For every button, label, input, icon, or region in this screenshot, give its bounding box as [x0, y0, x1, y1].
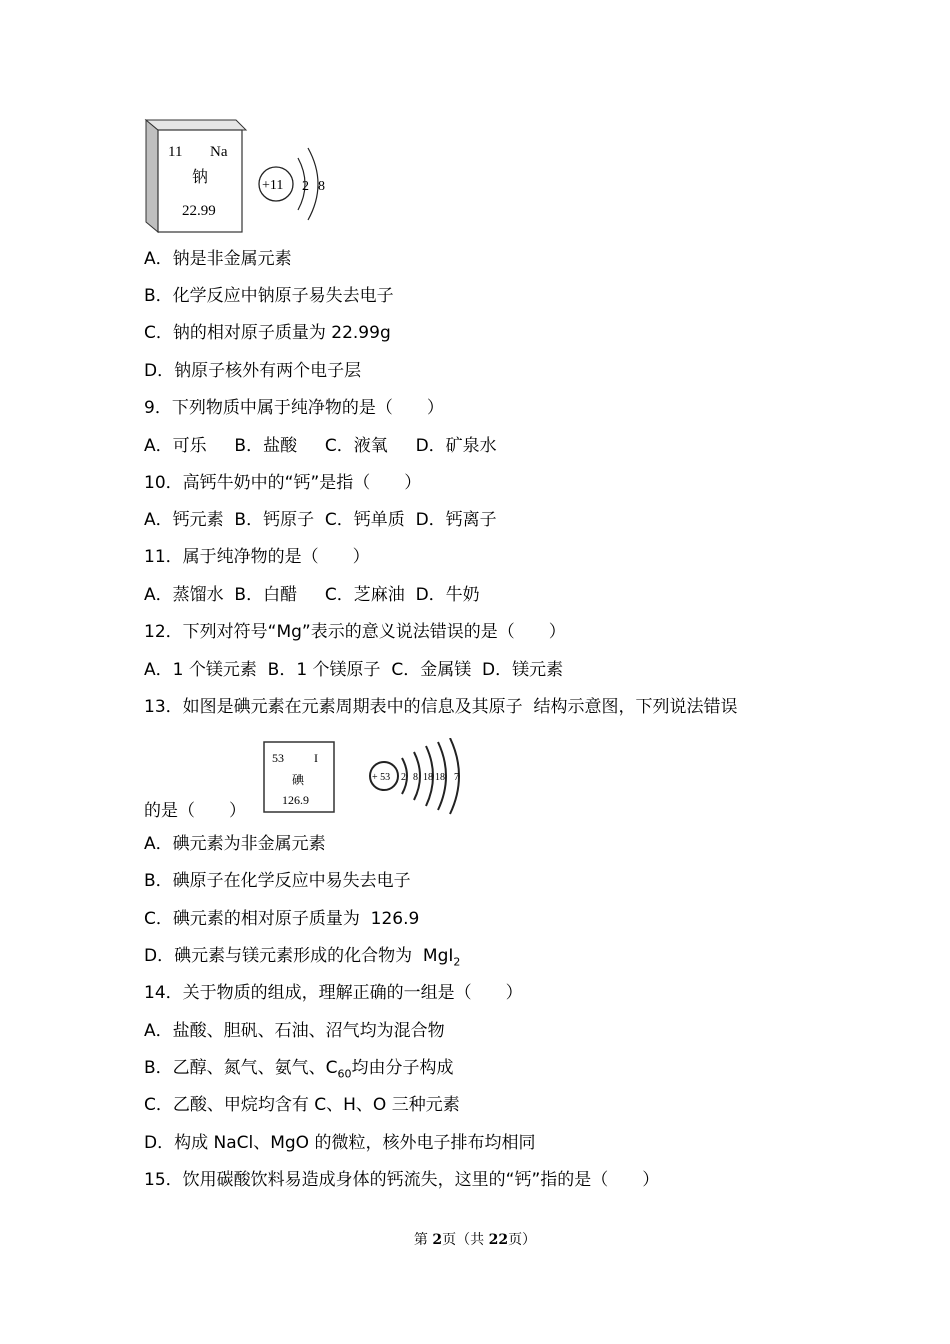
q13-option-c: C．碘元素的相对原子质量为 126.9 [144, 909, 420, 929]
q10-options: A．钙元素 B．钙原子 C．钙单质 D．钙离子 [144, 510, 497, 530]
sodium-symbol: Na [210, 144, 228, 160]
sodium-mass: 22.99 [182, 203, 216, 219]
q14-option-b [144, 1057, 454, 1085]
q8-option-a: A．钠是非金属元素 [144, 249, 292, 269]
q14-option-c: C．乙酸、甲烷均含有 C、H、O 三种元素 [144, 1095, 460, 1115]
q13-option-d-subscript: 2 [453, 955, 461, 969]
q13-question: 13．如图是碘元素在元素周期表中的信息及其原子 结构示意图，下列说法错误 [144, 697, 738, 717]
q13-option-a: A．碘元素为非金属元素 [144, 834, 326, 854]
iodine-atomic-number: 53 [272, 751, 284, 765]
iodine-shell-5: 7 [454, 772, 459, 783]
sodium-card-depth [146, 120, 158, 232]
iodine-shell-2: 8 [413, 772, 418, 783]
footer-suffix: 页） [508, 1232, 537, 1248]
iodine-symbol: I [314, 751, 318, 765]
q11-options: A．蒸馏水 B．白醋 C．芝麻油 D．牛奶 [144, 585, 480, 605]
q14-question: 14．关于物质的组成，理解正确的一组是（ ） [144, 983, 523, 1003]
q13-option-d [144, 945, 460, 973]
q10-question: 10．高钙牛奶中的“钙”是指（ ） [144, 473, 422, 493]
q8-option-d: D．钠原子核外有两个电子层 [144, 361, 362, 381]
q13-option-b: B．碘原子在化学反应中易失去电子 [144, 871, 411, 891]
sodium-element-figure [140, 116, 340, 238]
sodium-shell-2: 8 [318, 179, 325, 194]
iodine-shell-1: 2 [401, 772, 406, 783]
iodine-name: 碘 [292, 773, 305, 787]
q14-option-a: A．盐酸、胆矾、石油、沼气均为混合物 [144, 1021, 445, 1041]
q14-option-b-text: B．乙醇、氮气、氨气、C [144, 1058, 338, 1078]
page-footer [0, 1229, 950, 1249]
q9-question: 9．下列物质中属于纯净物的是（ ） [144, 398, 444, 418]
q14-option-b-subscript: 60 [337, 1067, 352, 1081]
footer-middle: 页（共 [442, 1232, 489, 1248]
sodium-card-top [146, 120, 246, 130]
q11-question: 11．属于纯净物的是（ ） [144, 547, 370, 567]
q8-option-c: C．钠的相对原子质量为 22.99g [144, 323, 391, 343]
q8-option-b: B．化学反应中钠原子易失去电子 [144, 286, 394, 306]
iodine-shell-4: 18 [435, 772, 445, 783]
q14-option-b-end: 均由分子构成 [351, 1058, 454, 1078]
q12-question: 12．下列对符号“Mg”表示的意义说法错误的是（ ） [144, 622, 566, 642]
iodine-element-figure [262, 738, 472, 818]
q15-question: 15．饮用碳酸饮料易造成身体的钙流失，这里的“钙”指的是（ ） [144, 1170, 660, 1190]
iodine-mass: 126.9 [282, 793, 309, 807]
q9-options: A．可乐 B．盐酸 C．液氧 D．矿泉水 [144, 436, 497, 456]
sodium-nucleus-charge: +11 [262, 178, 284, 193]
q13-question-end: 的是（ ） [144, 801, 246, 821]
sodium-atomic-number: 11 [168, 144, 183, 160]
iodine-shell-3: 18 [423, 772, 433, 783]
footer-total-pages: 22 [488, 1232, 509, 1248]
footer-page-number: 2 [432, 1232, 443, 1248]
q13-option-d-text: D．碘元素与镁元素形成的化合物为 MgI [144, 946, 454, 966]
sodium-shell-1: 2 [302, 179, 309, 194]
q12-options: A．1 个镁元素 B．1 个镁原子 C．金属镁 D．镁元素 [144, 660, 564, 680]
footer-prefix: 第 [413, 1232, 433, 1248]
sodium-name: 钠 [192, 167, 209, 186]
sodium-shell-arc-2 [308, 148, 318, 220]
iodine-nucleus-charge: + 53 [372, 772, 391, 783]
q14-option-d: D．构成 NaCl、MgO 的微粒，核外电子排布均相同 [144, 1133, 536, 1153]
